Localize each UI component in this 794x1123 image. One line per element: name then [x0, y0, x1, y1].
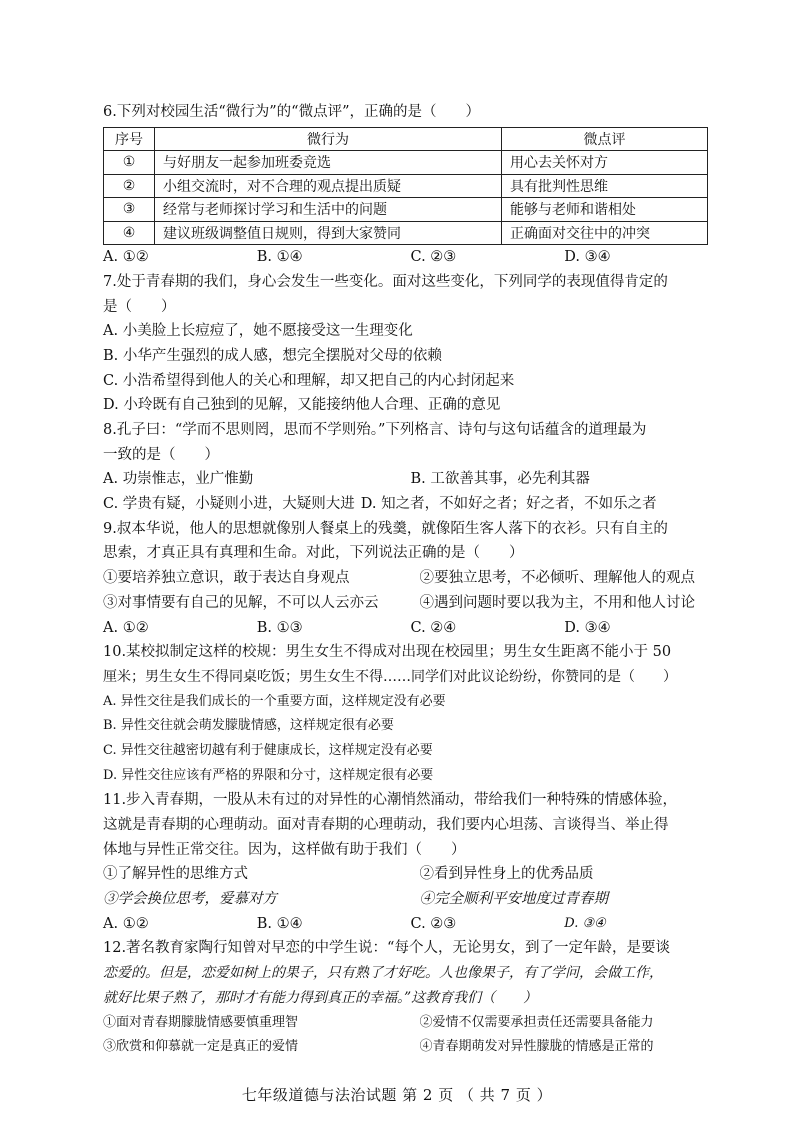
q10-stem-line2: 厘米；男生女生不得同桌吃饭；男生女生不得……同学们对此议论纷纷，你赞同的是（ ） [103, 668, 677, 685]
q11-stem-line3: 体地与异性正常交往。因为，这样做有助于我们（ ） [103, 841, 466, 858]
option-d[interactable]: D. ③④ [564, 619, 611, 636]
option-a[interactable]: A. ①② [103, 619, 149, 636]
table-row [104, 174, 708, 198]
table-row [104, 198, 708, 222]
table-cell: ④ [104, 221, 155, 245]
option-a[interactable]: A. ①② [103, 249, 149, 266]
q8-stem-line2: 一致的是（ ） [103, 446, 219, 463]
table-cell: 建议班级调整值日规则，得到大家赞同 [155, 221, 502, 245]
table-cell: 能够与老师和谐相处 [502, 198, 708, 222]
table-cell: 正确面对交往中的冲突 [502, 221, 708, 245]
q12-items-row2 [103, 1035, 718, 1060]
statement-1: ①面对青春期朦胧情感要慎重理智 [103, 1014, 299, 1030]
table-cell: ③ [104, 198, 155, 222]
q8-options-row1 [103, 467, 718, 492]
q9-stem-line1: 9.叔本华说，他人的思想就像别人餐桌上的残羹，就像陌生客人落下的衣衫。只有自主的 [103, 520, 668, 537]
option-b[interactable]: B. ①④ [256, 915, 303, 932]
option-a[interactable]: A. 异性交往是我们成长的一个重要方面，这样规定没有必要 [103, 693, 446, 709]
option-b[interactable]: B. 异性交往就会萌发朦胧情感，这样规定很有必要 [103, 718, 394, 734]
q7-stem-line1: 7.处于青春期的我们，身心会发生一些变化。面对这些变化，下列同学的表现值得肯定的 [103, 273, 668, 290]
q8-stem-line1: 8.孔子曰：“学而不思则罔，思而不学则殆。”下列格言、诗句与这句话蕴含的道理最为 [103, 422, 647, 438]
option-b[interactable]: B. 工欲善其事，必先利其器 [410, 471, 590, 488]
q11-stem-line1: 11.步入青春期，一股从未有过的对异性的心潮悄然涌动，带给我们一种特殊的情感体验， [103, 792, 678, 809]
option-a[interactable]: A. 小美脸上长痘痘了，她不愿接受这一生理变化 [103, 323, 413, 340]
statement-2: ②看到异性身上的优秀品质 [419, 866, 594, 883]
q11-items-row1 [103, 862, 718, 887]
table-row [104, 151, 708, 175]
table-header: 微点评 [502, 127, 708, 151]
option-c[interactable]: C. ②③ [410, 915, 457, 932]
table-cell: 与好朋友一起参加班委竞选 [155, 151, 502, 175]
q11-stem-line2: 这就是青春期的心理萌动。面对青春期的心理萌动，我们要内心坦荡、言谈得当、举止得 [103, 817, 669, 833]
q9-options [103, 616, 718, 641]
q8-options-row2 [103, 492, 718, 517]
statement-3: ③欣赏和仰慕就一定是真正的爱情 [103, 1039, 299, 1055]
table-header: 序号 [104, 127, 155, 151]
option-a[interactable]: A. 功崇惟志，业广惟勤 [103, 471, 254, 488]
option-d[interactable]: D. ③④ [564, 249, 611, 266]
option-d[interactable]: D. 知之者，不如好之者；好之者，不如乐之者 [360, 496, 657, 513]
option-d[interactable]: D. 小玲既有自己独到的见解，又能接纳他人合理、正确的意见 [103, 397, 501, 414]
option-c[interactable]: C. ②④ [410, 619, 457, 636]
table-cell: 经常与老师探讨学习和生活中的问题 [155, 198, 502, 222]
table-cell: ② [104, 174, 155, 198]
table-row [104, 221, 708, 245]
option-c[interactable]: C. 小浩希望得到他人的关心和理解，却又把自己的内心封闭起来 [103, 372, 515, 389]
table-cell: 具有批判性思维 [502, 174, 708, 198]
statement-4: ④遇到问题时要以我为主，不用和他人讨论 [419, 594, 695, 611]
table-header: 微行为 [155, 127, 502, 151]
q12-stem-line3: 就好比果子熟了，那时才有能力得到真正的幸福。”这教育我们（ ） [103, 989, 538, 1006]
q9-stem-line2: 思索，才真正具有真理和生命。对此，下列说法正确的是（ ） [103, 545, 524, 562]
option-b[interactable]: B. ①④ [256, 249, 303, 266]
q9-items-row1 [103, 566, 718, 591]
statement-4: ④完全顺利平安地度过青春期 [419, 891, 608, 908]
q7-stem-line2: 是（ ） [103, 298, 176, 315]
q10-stem-line1: 10.某校拟制定这样的校规：男生女生不得成对出现在校园里；男生女生距离不能小于 50 [103, 644, 672, 661]
option-d[interactable]: D. ③④ [564, 915, 606, 931]
option-b[interactable]: B. 小华产生强烈的成人感，想完全摆脱对父母的依赖 [103, 347, 442, 364]
q12-stem-line2: 恋爱的。但是，恋爱如树上的果子，只有熟了才好吃。人也像果子，有了学问，会做工作， [103, 965, 663, 982]
statement-3: ③学会换位思考，爱慕对方 [103, 891, 277, 908]
q6-options [103, 245, 718, 270]
option-d[interactable]: D. 异性交往应该有严格的界限和分寸，这样规定很有必要 [103, 767, 434, 783]
option-c[interactable]: C. 异性交往越密切越有利于健康成长，这样规定没有必要 [103, 742, 433, 758]
statement-1: ①了解异性的思维方式 [103, 866, 248, 883]
option-b[interactable]: B. ①③ [256, 619, 303, 636]
q6-table [103, 127, 708, 246]
table-cell: 小组交流时，对不合理的观点提出质疑 [155, 174, 502, 198]
q11-options [103, 912, 718, 937]
option-a[interactable]: A. ①② [103, 915, 149, 932]
option-c[interactable]: C. ②③ [410, 249, 457, 266]
page-footer: 七年级道德与法治试题 第 2 页 （ 共 7 页 ） [241, 1086, 553, 1104]
statement-1: ①要培养独立意识，敢于表达自身观点 [103, 570, 350, 587]
q6-stem: 6.下列对校园生活“微行为”的“微点评”，正确的是（ ） [103, 104, 480, 120]
table-cell: 用心去关怀对方 [502, 151, 708, 175]
statement-2: ②要独立思考，不必倾听、理解他人的观点 [419, 570, 695, 587]
statement-3: ③对事情要有自己的见解，不可以人云亦云 [103, 594, 379, 611]
q11-items-row2 [103, 887, 718, 912]
statement-4: ④青春期萌发对异性朦胧的情感是正常的 [419, 1039, 654, 1055]
q12-items-row1 [103, 1011, 718, 1036]
table-header-row [104, 127, 708, 151]
option-c[interactable]: C. 学贵有疑，小疑则小进，大疑则大进 [103, 496, 355, 513]
questions-area [103, 100, 718, 1060]
q12-stem-line1: 12.著名教育家陶行知曾对早恋的中学生说：“每个人，无论男女，到了一定年龄，是要谈 [103, 940, 670, 957]
q9-items-row2 [103, 591, 718, 616]
statement-2: ②爱情不仅需要承担责任还需要具备能力 [419, 1014, 654, 1030]
table-cell: ① [104, 151, 155, 175]
